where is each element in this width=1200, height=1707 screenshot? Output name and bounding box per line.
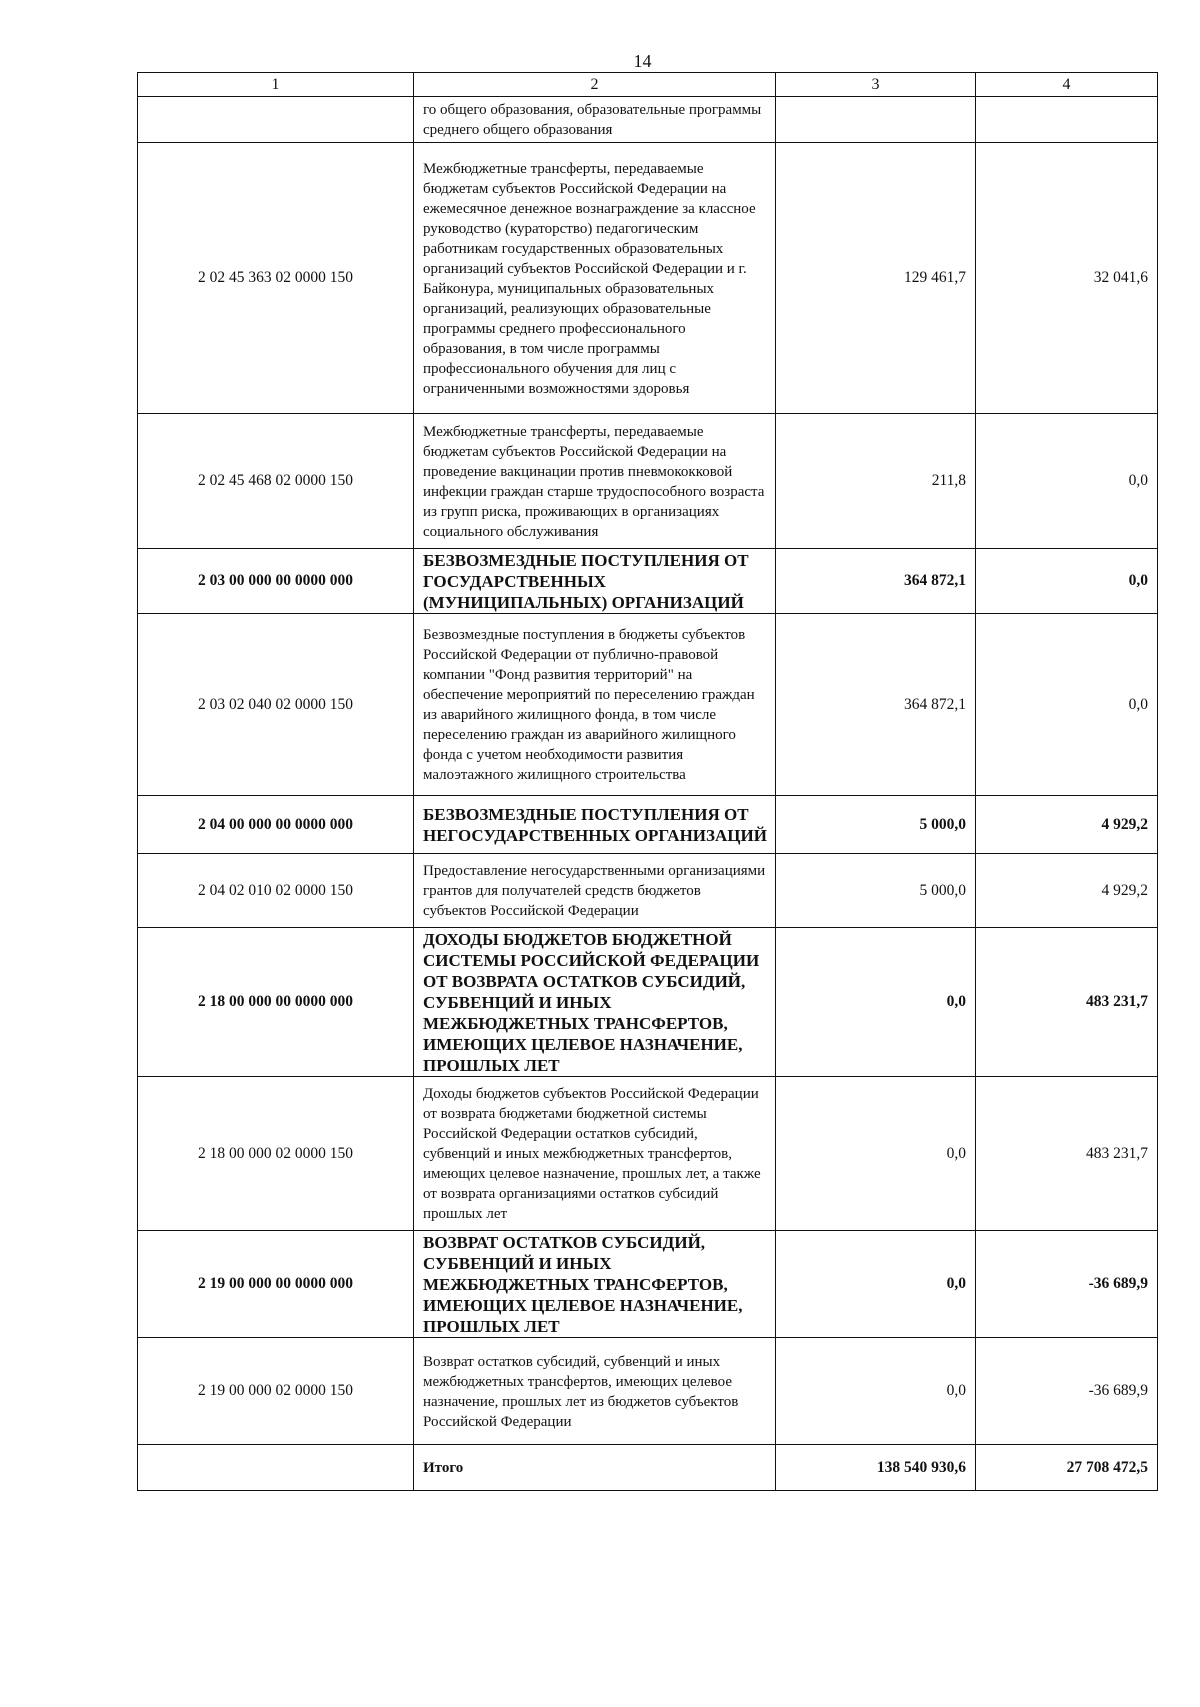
table-row [138, 97, 1158, 143]
table-row [138, 143, 1158, 414]
value-col4-cell: 0,0 [976, 414, 1158, 549]
description-cell: ВОЗВРАТ ОСТАТКОВ СУБСИДИЙ, СУБВЕНЦИЙ И ИНЫХ МЕЖБЮДЖЕТНЫХ ТРАНСФЕРТОВ, ИМЕЮЩИХ ЦЕЛЕВОЕ НАЗНАЧЕНИЕ, ПРОШЛЫХ ЛЕТ [414, 1231, 776, 1338]
value-col4-cell: 0,0 [976, 614, 1158, 796]
description-cell: го общего образования, образовательные программы среднего общего образования [414, 97, 776, 143]
description-cell: БЕЗВОЗМЕЗДНЫЕ ПОСТУПЛЕНИЯ ОТ ГОСУДАРСТВЕННЫХ (МУНИЦИПАЛЬНЫХ) ОРГАНИЗАЦИЙ [414, 549, 776, 614]
budget-table [137, 72, 1158, 1491]
table-row [138, 854, 1158, 928]
column-header-2: 2 [414, 73, 776, 97]
value-col3-cell: 0,0 [776, 1231, 976, 1338]
description-cell: Предоставление негосударственными организациями грантов для получателей средств бюджетов субъектов Российской Федерации [414, 854, 776, 928]
description-cell: Межбюджетные трансферты, передаваемые бюджетам субъектов Российской Федерации на проведение вакцинации против пневмококковой инфекции граждан старше трудоспособного возраста из групп риска, проживающих в организациях социального обслуживания [414, 414, 776, 549]
description-cell: Доходы бюджетов субъектов Российской Федерации от возврата бюджетами бюджетной системы Российской Федерации остатков субсидий, субвенций и иных межбюджетных трансфертов, имеющих целевое назначение, прошлых лет, а также от возврата организациями остатков субсидий прошлых лет [414, 1077, 776, 1231]
code-cell: 2 18 00 000 00 0000 000 [138, 928, 414, 1077]
value-col3-cell: 0,0 [776, 1338, 976, 1445]
value-col4-cell: 4 929,2 [976, 854, 1158, 928]
code-cell: 2 04 00 000 00 0000 000 [138, 796, 414, 854]
value-col3-cell: 5 000,0 [776, 796, 976, 854]
code-cell: 2 19 00 000 02 0000 150 [138, 1338, 414, 1445]
value-col3-cell: 129 461,7 [776, 143, 976, 414]
table-row [138, 1231, 1158, 1338]
value-col3-cell: 0,0 [776, 1077, 976, 1231]
table-row [138, 1077, 1158, 1231]
page-number: 14 [633, 51, 652, 71]
code-cell: 2 19 00 000 00 0000 000 [138, 1231, 414, 1338]
column-header-3: 3 [776, 73, 976, 97]
value-col4-cell: 0,0 [976, 549, 1158, 614]
code-cell: 2 03 00 000 00 0000 000 [138, 549, 414, 614]
value-col3-cell: 364 872,1 [776, 614, 976, 796]
value-col4-cell: 27 708 472,5 [976, 1445, 1158, 1491]
value-col3-cell [776, 97, 976, 143]
value-col3-cell: 364 872,1 [776, 549, 976, 614]
column-header-1: 1 [138, 73, 414, 97]
code-cell: 2 18 00 000 02 0000 150 [138, 1077, 414, 1231]
value-col4-cell: -36 689,9 [976, 1231, 1158, 1338]
code-cell [138, 97, 414, 143]
description-cell: БЕЗВОЗМЕЗДНЫЕ ПОСТУПЛЕНИЯ ОТ НЕГОСУДАРСТВЕННЫХ ОРГАНИЗАЦИЙ [414, 796, 776, 854]
code-cell: 2 04 02 010 02 0000 150 [138, 854, 414, 928]
code-cell [138, 1445, 414, 1491]
description-cell: ДОХОДЫ БЮДЖЕТОВ БЮДЖЕТНОЙ СИСТЕМЫ РОССИЙСКОЙ ФЕДЕРАЦИИ ОТ ВОЗВРАТА ОСТАТКОВ СУБСИДИЙ, СУБВЕНЦИЙ И ИНЫХ МЕЖБЮДЖЕТНЫХ ТРАНСФЕРТОВ, ИМЕЮЩИХ ЦЕЛЕВОЕ НАЗНАЧЕНИЕ, ПРОШЛЫХ ЛЕТ [414, 928, 776, 1077]
column-header-4: 4 [976, 73, 1158, 97]
table-row [138, 1338, 1158, 1445]
table-row [138, 549, 1158, 614]
value-col4-cell: 483 231,7 [976, 928, 1158, 1077]
description-cell: Безвозмездные поступления в бюджеты субъектов Российской Федерации от публично-правовой компании "Фонд развития территорий" на обеспечение мероприятий по переселению граждан из аварийного жилищного фонда, в том числе переселению граждан из аварийного жилищного фонда с учетом необходимости развития малоэтажного жилищного строительства [414, 614, 776, 796]
value-col4-cell: 4 929,2 [976, 796, 1158, 854]
value-col3-cell: 0,0 [776, 928, 976, 1077]
value-col3-cell: 5 000,0 [776, 854, 976, 928]
table-row [138, 614, 1158, 796]
table-row [138, 928, 1158, 1077]
description-cell: Межбюджетные трансферты, передаваемые бюджетам субъектов Российской Федерации на ежемесячное денежное вознаграждение за классное руководство (кураторство) педагогическим работникам государственных образовательных организаций субъектов Российской Федерации и г. Байконура, муниципальных образовательных организаций, реализующих образовательные программы среднего профессионального образования, в том числе программы профессионального обучения для лиц с ограниченными возможностями здоровья [414, 143, 776, 414]
code-cell: 2 02 45 468 02 0000 150 [138, 414, 414, 549]
value-col3-cell: 211,8 [776, 414, 976, 549]
table-row [138, 796, 1158, 854]
value-col4-cell [976, 97, 1158, 143]
value-col4-cell: 483 231,7 [976, 1077, 1158, 1231]
value-col4-cell: 32 041,6 [976, 143, 1158, 414]
code-cell: 2 03 02 040 02 0000 150 [138, 614, 414, 796]
table-row [138, 414, 1158, 549]
value-col3-cell: 138 540 930,6 [776, 1445, 976, 1491]
code-cell: 2 02 45 363 02 0000 150 [138, 143, 414, 414]
table-row [138, 1445, 1158, 1491]
description-cell: Возврат остатков субсидий, субвенций и иных межбюджетных трансфертов, имеющих целевое назначение, прошлых лет из бюджетов субъектов Российской Федерации [414, 1338, 776, 1445]
table-header-row [138, 73, 1158, 97]
value-col4-cell: -36 689,9 [976, 1338, 1158, 1445]
description-cell: Итого [414, 1445, 776, 1491]
